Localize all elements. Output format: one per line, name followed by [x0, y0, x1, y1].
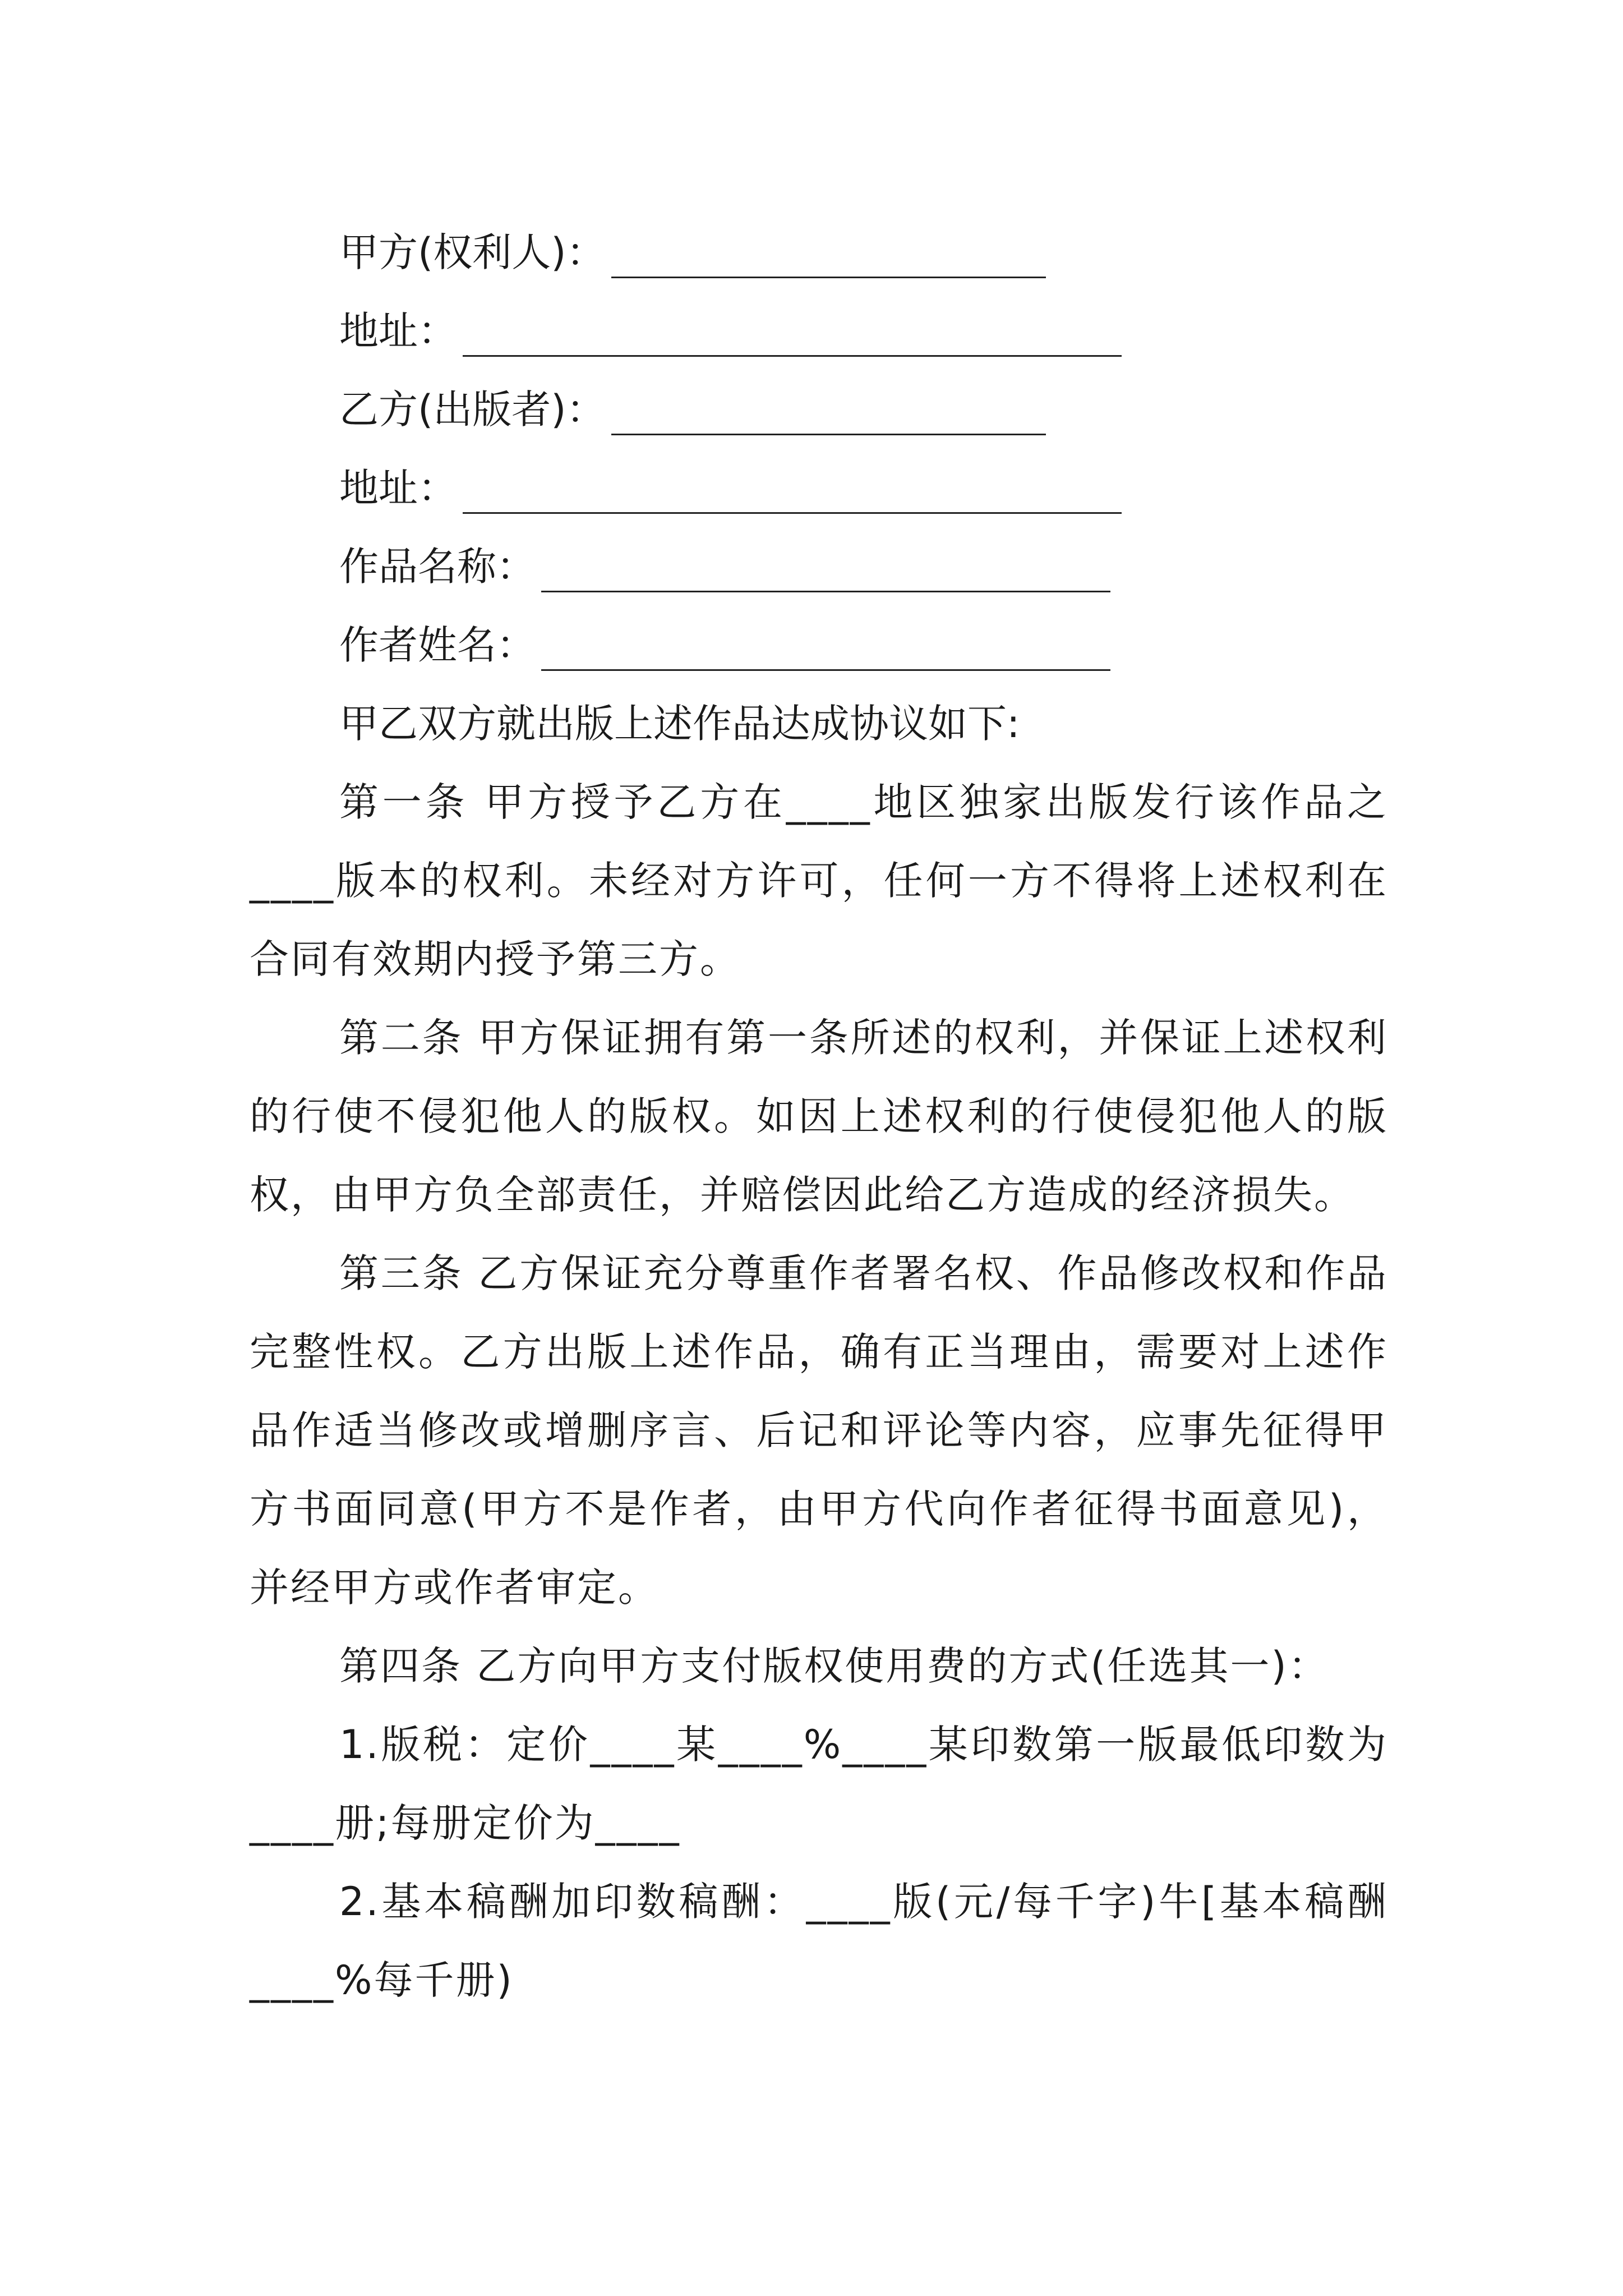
agreement-intro: 甲乙双方就出版上述作品达成协议如下: — [339, 701, 1020, 747]
party-a-label: 甲方(权利人)： — [339, 229, 606, 275]
work-title-blank — [541, 541, 1110, 592]
document-body — [250, 213, 1388, 2019]
author-name-field — [250, 606, 1388, 684]
party-b-address-blank — [463, 463, 1122, 514]
party-a-address-field — [250, 292, 1388, 370]
clause-4-option-1: 1.版税：定价____某____%____某印数第一版最低印数为____册;每册定价为____ — [250, 1722, 1388, 1846]
clause-4-option-2: 2.基本稿酬加印数稿酬：____版(元/每千字)牛[基本稿酬____%每千册) — [250, 1879, 1388, 2003]
work-title-field — [250, 527, 1388, 606]
party-b-address-label: 地址： — [339, 465, 457, 511]
clause-2: 第二条 甲方保证拥有第一条所述的权利，并保证上述权利的行使不侵犯他人的版权。如因上述权利的行使侵犯他人的版权，由甲方负全部责任，并赔偿因此给乙方造成的经济损失。 — [250, 1015, 1388, 1218]
party-b-address-field — [250, 449, 1388, 527]
party-b-blank — [611, 384, 1046, 435]
author-name-blank — [541, 620, 1110, 671]
author-name-label: 作者姓名： — [339, 622, 536, 668]
party-a-address-label: 地址： — [339, 308, 457, 354]
party-b-label: 乙方(出版者)： — [339, 386, 606, 432]
party-b-field — [250, 370, 1388, 449]
clause-3: 第三条 乙方保证充分尊重作者署名权、作品修改权和作品完整性权。乙方出版上述作品，确有正当理由，需要对上述作品作适当修改或增删序言、后记和评论等内容，应事先征得甲方书面同意(甲方不是作者，由甲方代向作者征得书面意见)，并经甲方或作者审定。 — [250, 1250, 1388, 1611]
party-a-blank — [611, 227, 1046, 278]
party-a-field — [250, 213, 1388, 292]
work-title-label: 作品名称： — [339, 544, 536, 590]
party-a-address-blank — [463, 306, 1122, 357]
clause-1: 第一条 甲方授予乙方在____地区独家出版发行该作品之____版本的权利。未经对方许可，任何一方不得将上述权利在合同有效期内授予第三方。 — [250, 779, 1388, 982]
clause-4: 第四条 乙方向甲方支付版权使用费的方式(任选其一)： — [339, 1643, 1329, 1689]
